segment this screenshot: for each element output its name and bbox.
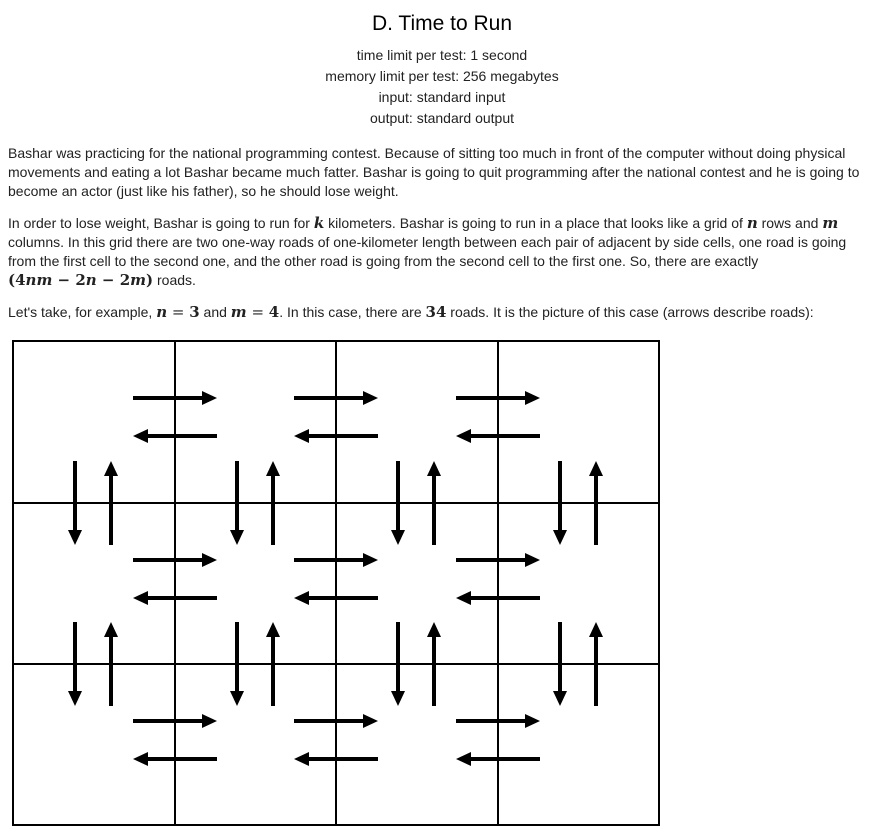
para3-text-1: Let's take, for example,: [8, 304, 157, 320]
para2-text-1: In order to lose weight, Bashar is going to run for: [8, 215, 314, 231]
arrow-head: [230, 691, 244, 706]
arrow-head: [525, 391, 540, 405]
formula-part: m: [130, 271, 147, 289]
statement-paragraph-2: [8, 214, 868, 290]
para2-text-3: rows and: [757, 215, 823, 231]
example-n-value: 3: [189, 303, 200, 321]
arrow-head: [391, 691, 405, 706]
var-m: m: [822, 214, 839, 232]
output-spec: output: standard output: [370, 110, 514, 126]
statement-paragraph-3: [8, 303, 868, 322]
arrow-head: [202, 714, 217, 728]
para2-text-4: columns. In this grid there are two one-way roads of one-kilometer length between each pair of adjacent by side cells, one road is going from the first cell to the second one, and the other road is going from the second cell to the first one. So, there are exactly: [8, 234, 847, 269]
arrow-head: [294, 429, 309, 443]
var-n: n: [746, 214, 758, 232]
grid-roads-figure: [0, 330, 884, 834]
arrow-head: [133, 591, 148, 605]
para2-text-2: kilometers. Bashar is going to run in a place that looks like a grid of: [324, 215, 747, 231]
problem-title: D. Time to Run: [371, 12, 513, 35]
equals-sign: =: [167, 303, 190, 321]
para1-text: Bashar was practicing for the national programming contest. Because of sitting too much in front of the computer without doing physical movements and eating a lot Bashar became much fatter. Bashar is going to quit programming after the national contest and he is going to become an actor (just like his father), so he should lose weight.: [8, 145, 860, 199]
arrow-head: [456, 591, 471, 605]
arrow-head: [68, 691, 82, 706]
time-limit: time limit per test: 1 second: [356, 47, 528, 63]
arrow-head: [553, 530, 567, 545]
example-m-value: 4: [268, 303, 280, 321]
arrow-head: [294, 752, 309, 766]
formula-part: n: [85, 271, 97, 289]
para2-text-5: roads.: [153, 272, 196, 288]
formula-part: − 2: [52, 271, 86, 289]
formula-part: ): [146, 271, 154, 289]
formula-part: (4: [8, 271, 26, 289]
arrow-head: [104, 622, 118, 637]
arrow-head: [525, 553, 540, 567]
example-road-count: 34: [425, 303, 447, 321]
arrow-head: [363, 714, 378, 728]
arrow-head: [456, 429, 471, 443]
arrow-head: [266, 461, 280, 476]
para3-text-3: . In this case, there are: [279, 304, 426, 320]
formula-part: − 2: [96, 271, 131, 289]
arrow-head: [133, 752, 148, 766]
arrow-head: [363, 391, 378, 405]
arrow-head: [589, 622, 603, 637]
arrow-head: [427, 622, 441, 637]
arrow-head: [456, 752, 471, 766]
arrow-head: [202, 391, 217, 405]
example-var-n: n: [156, 303, 168, 321]
input-spec: input: standard input: [378, 89, 506, 105]
arrow-head: [104, 461, 118, 476]
arrow-head: [427, 461, 441, 476]
arrow-head: [391, 530, 405, 545]
formula-part: nm: [25, 271, 53, 289]
arrow-head: [294, 591, 309, 605]
arrow-head: [589, 461, 603, 476]
arrow-head: [363, 553, 378, 567]
road-count-formula: [8, 272, 153, 289]
para3-text-2: and: [199, 304, 231, 320]
arrow-head: [525, 714, 540, 728]
arrow-head: [68, 530, 82, 545]
para3-text-4: roads. It is the picture of this case (arrows describe roads):: [446, 304, 814, 320]
arrow-head: [266, 622, 280, 637]
arrow-head: [202, 553, 217, 567]
memory-limit: memory limit per test: 256 megabytes: [325, 68, 559, 84]
example-var-m: m: [230, 303, 247, 321]
equals-sign: =: [246, 303, 269, 321]
statement-paragraph-1: [8, 144, 868, 201]
arrow-head: [553, 691, 567, 706]
arrow-head: [230, 530, 244, 545]
var-k: k: [313, 214, 325, 232]
arrow-head: [133, 429, 148, 443]
